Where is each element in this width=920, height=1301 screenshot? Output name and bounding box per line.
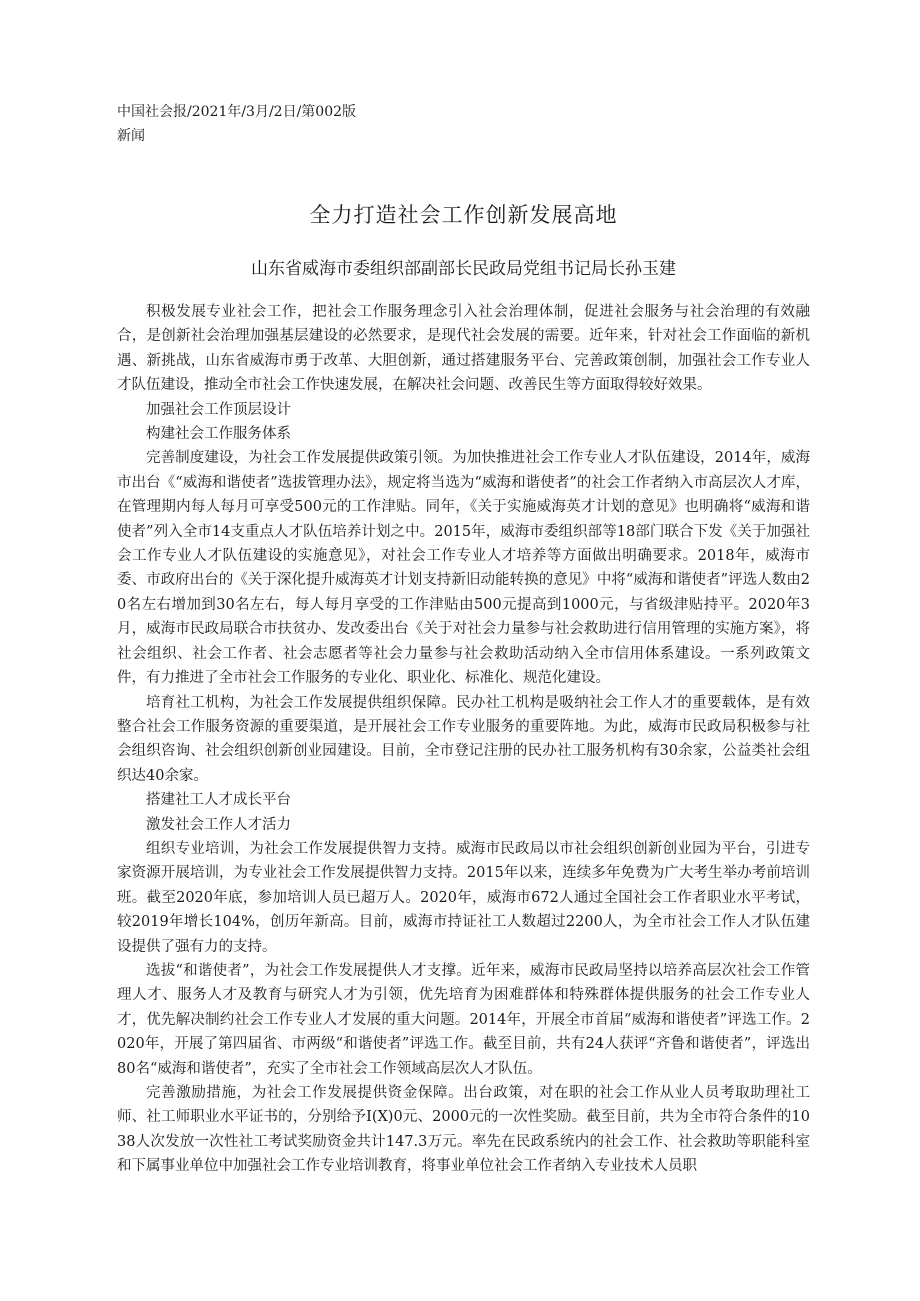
article-author: 山东省威海市委组织部副部长民政局党组书记局长孙玉建	[251, 259, 676, 279]
subheading: 构建社会工作服务体系	[146, 426, 291, 443]
subheading: 激发社会工作人才活力	[146, 816, 291, 833]
document-page	[117, 100, 810, 1179]
source-line: 中国社会报/2021年/3月/2日/第002版	[117, 104, 357, 120]
paragraph: 培育社工机构，为社会工作发展提供组织保障。民办社工机构是吸纳社会工作人才的重要载体，是有效整合社会工作服务资源的重要渠道，是开展社会工作专业服务的重要阵地。为此，威海市民政局积极参与社会组织咨询、社会组织创新创业园建设。目前，全市登记注册的民办社工服务机构有30余家，公益类社会组织达40余家。	[117, 694, 810, 784]
subheading: 搭建社工人才成长平台	[146, 792, 291, 809]
article-title: 全力打造社会工作创新发展高地	[309, 203, 618, 227]
paragraph: 选拔“和谐使者”，为社会工作发展提供人才支撑。近年来，威海市民政局坚持以培养高层次社会工作管理人才、服务人才及教育与研究人才为引领，优先培育为困难群体和特殊群体提供服务的社会工作专业人才，优先解决制约社会工作专业人才发展的重大问题。2014年，开展全市首届“威海和谐使者”评选工作。2020年，开展了第四届省、市两级“和谐使者”评选工作。截至目前，共有24人获评“齐鲁和谐使者”，评选出80名“威海和谐使者”，充实了全市社会工作领域高层次人才队伍。	[117, 962, 810, 1077]
paragraph-intro: 积极发展专业社会工作，把社会工作服务理念引入社会治理体制，促进社会服务与社会治理的有效融合，是创新社会治理加强基层建设的必然要求，是现代社会发展的需要。近年来，针对社会工作面临的新机遇、新挑战，山东省威海市勇于改革、大胆创新，通过搭建服务平台、完善政策创制，加强社会工作专业人才队伍建设，推动全市社会工作快速发展，在解决社会问题、改善民生等方面取得较好效果。	[117, 304, 810, 394]
subheading: 加强社会工作顶层设计	[146, 401, 291, 418]
article-body	[117, 300, 810, 1179]
section-label: 新闻	[117, 128, 145, 144]
paragraph: 完善激励措施，为社会工作发展提供资金保障。出台政策，对在职的社会工作从业人员考取助理社工师、社工师职业水平证书的，分别给予I(X)0元、2000元的一次性奖励。截至目前，共为全市符合条件的1038人次发放一次性社工考试奖励资金共计147.3万元。率先在民政系统内的社会工作、社会救助等职能科室和下属事业单位中加强社会工作专业培训教育，将事业单位社会工作者纳入专业技术人员职	[117, 1085, 810, 1175]
paragraph: 组织专业培训，为社会工作发展提供智力支持。威海市民政局以市社会组织创新创业园为平台，引进专家资源开展培训，为专业社会工作发展提供智力支持。2015年以来，连续多年免费为广大考生举办考前培训班。截至2020年底，参加培训人员已超万人。2020年，威海市672人通过全国社会工作者职业水平考试，较2019年增长104%，创历年新高。目前，威海市持证社工人数超过2200人，为全市社会工作人才队伍建设提供了强有力的支持。	[117, 840, 810, 955]
paragraph: 完善制度建设，为社会工作发展提供政策引领。为加快推进社会工作专业人才队伍建设，2014年，威海市出台《“威海和谐使者”选拔管理办法》，规定将当选为“威海和谐使者”的社会工作者纳入市高层次人才库，在管理期内每人每月可享受500元的工作津贴。同年，《关于实施威海英才计划的意见》也明确将“威海和谐使者”列入全市14支重点人才队伍培养计划之中。2015年，威海市委组织部等18部门联合下发《关于加强社会工作专业人才队伍建设的实施意见》，对社会工作专业人才培养等方面做出明确要求。2018年，威海市委、市政府出台的《关于深化提升威海英才计划支持新旧动能转换的意见》中将“威海和谐使者”评选人数由20名左右增加到30名左右，每人每月享受的工作津贴由500元提高到1000元，与省级津贴持平。2020年3月，威海市民政局联合市扶贫办、发改委出台《关于对社会力量参与社会救助进行信用管理的实施方案》，将社会组织、社会工作者、社会志愿者等社会力量参与社会救助活动纳入全市信用体系建设。一系列政策文件，有力推进了全市社会工作服务的专业化、职业化、标准化、规范化建设。	[117, 450, 810, 687]
